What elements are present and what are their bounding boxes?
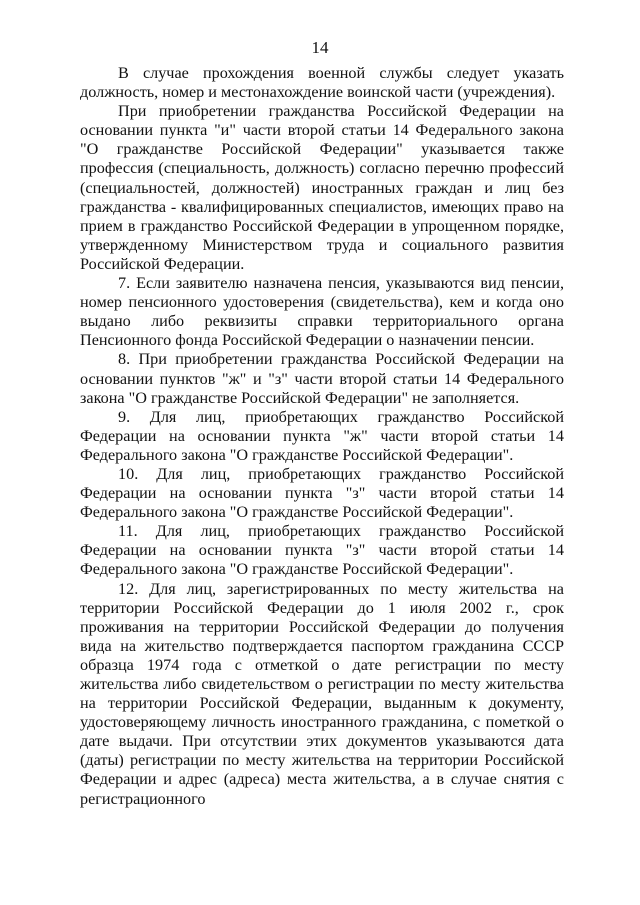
paragraph-profession: При приобретении гражданства Российской Федерации на основании пункта "и" части второй статьи 14 Федерального закона "О гражданстве Российской Федерации" указывается также профессия (специальность, должность) согласно перечню профессий (специальностей, должностей) иностранных граждан и лиц без гражданства - квалифицированных специалистов, имеющих право на прием в гражданство Российской Федерации в упрощенном порядке, утвержденному Министерством труда и социального развития Российской Федерации. xyxy=(80,102,564,273)
paragraph-item-11: 11. Для лиц, приобретающих гражданство Российской Федерации на основании пункта "з" части второй статьи 14 Федерального закона "О гражданстве Российской Федерации". xyxy=(80,522,564,579)
paragraph-item-10: 10. Для лиц, приобретающих гражданство Российской Федерации на основании пункта "з" части второй статьи 14 Федерального закона "О гражданстве Российской Федерации". xyxy=(80,464,564,522)
page-number: 14 xyxy=(311,38,329,57)
document-body xyxy=(80,64,564,809)
paragraph-item-12: 12. Для лиц, зарегистрированных по месту жительства на территории Российской Федерации до 1 июля 2002 г., срок проживания на территории Российской Федерации до получения вида на жительство подтверждается паспортом гражданина СССР образца 1974 года с отметкой о дате регистрации по месту жительства либо свидетельством о регистрации по месту жительства на территории Российской Федерации, выданным к документу, удостоверяющему личность иностранного гражданина, с пометкой о дате выдачи. При отсутствии этих документов указываются дата (даты) регистрации по месту жительства на территории Российской Федерации и адрес (адреса) места жительства, а в случае снятия с регистрационного xyxy=(80,579,564,808)
paragraph-item-7: 7. Если заявителю назначена пенсия, указываются вид пенсии, номер пенсионного удостоверения (свидетельства), кем и когда оно выдано либо реквизиты справки территориального органа Пенсионного фонда Российской Федерации о назначении пенсии. xyxy=(80,274,564,350)
paragraph-item-8: 8. При приобретении гражданства Российской Федерации на основании пунктов "ж" и "з" части второй статьи 14 Федерального закона "О гражданстве Российской Федерации" не заполняется. xyxy=(80,350,564,407)
paragraph-item-9: 9. Для лиц, приобретающих гражданство Российской Федерации на основании пункта "ж" части второй статьи 14 Федерального закона "О гражданстве Российской Федерации". xyxy=(80,407,564,464)
paragraph-military-service: В случае прохождения военной службы следует указать должность, номер и местонахождение воинской части (учреждения). xyxy=(80,64,564,102)
